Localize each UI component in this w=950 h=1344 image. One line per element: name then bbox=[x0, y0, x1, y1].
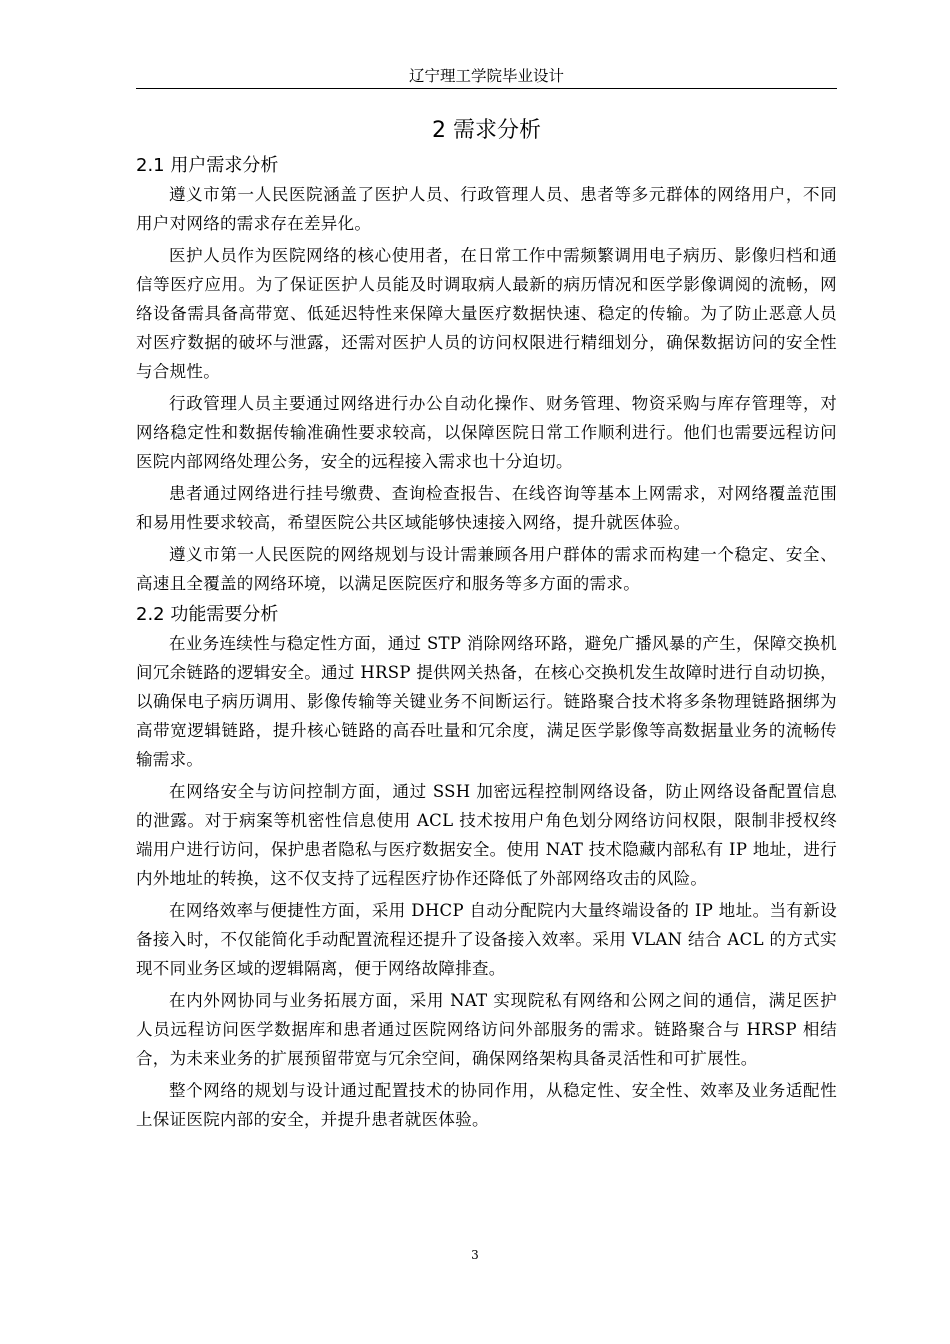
paragraph: 医护人员作为医院网络的核心使用者，在日常工作中需频繁调用电子病历、影像归档和通信等医疗应用。为了保证医护人员能及时调取病人最新的病历情况和医学影像调阅的流畅，网络设备需具备高带宽、低延迟特性来保障大量医疗数据快速、稳定的传输。为了防止恶意人员对医疗数据的破坏与泄露，还需对医护人员的访问权限进行精细划分，确保数据访问的安全性与合规性。 bbox=[136, 246, 837, 381]
section-title: 2.1 用户需求分析 bbox=[136, 155, 279, 176]
chapter-title: 2 需求分析 bbox=[432, 118, 541, 143]
header-title: 辽宁理工学院毕业设计 bbox=[408, 67, 564, 85]
paragraph: 患者通过网络进行挂号缴费、查询检查报告、在线咨询等基本上网需求，对网络覆盖范围和易用性要求较高，希望医院公共区域能够快速接入网络，提升就医体验。 bbox=[136, 484, 837, 532]
paragraph: 在网络效率与便捷性方面，采用 DHCP 自动分配院内大量终端设备的 IP 地址。当有新设备接入时，不仅能简化手动配置流程还提升了设备接入效率。采用 VLAN 结合 ACL 的方式实现不同业务区域的逻辑隔离，便于网络故障排查。 bbox=[136, 901, 837, 978]
paragraph: 在业务连续性与稳定性方面，通过 STP 消除网络环路，避免广播风暴的产生，保障交换机间冗余链路的逻辑安全。通过 HRSP 提供网关热备，在核心交换机发生故障时进行自动切换，以确保电子病历调用、影像传输等关键业务不间断运行。链路聚合技术将多条物理链路捆绑为高带宽逻辑链路，提升核心链路的高吞吐量和冗余度，满足医学影像等高数据量业务的流畅传输需求。 bbox=[136, 634, 837, 769]
paragraph: 在内外网协同与业务拓展方面，采用 NAT 实现院私有网络和公网之间的通信，满足医护人员远程访问医学数据库和患者通过医院网络访问外部服务的需求。链路聚合与 HRSP 相结合，为未来业务的扩展预留带宽与冗余空间，确保网络架构具备灵活性和可扩展性。 bbox=[136, 991, 837, 1068]
paragraph: 在网络安全与访问控制方面，通过 SSH 加密远程控制网络设备，防止网络设备配置信息的泄露。对于病案等机密性信息使用 ACL 技术按用户角色划分网络访问权限，限制非授权终端用户进行访问，保护患者隐私与医疗数据安全。使用 NAT 技术隐藏内部私有 IP 地址，进行内外地址的转换，这不仅支持了远程医疗协作还降低了外部网络攻击的风险。 bbox=[136, 782, 837, 888]
paragraph: 整个网络的规划与设计通过配置技术的协同作用，从稳定性、安全性、效率及业务适配性上保证医院内部的安全，并提升患者就医体验。 bbox=[136, 1081, 837, 1129]
paragraph: 行政管理人员主要通过网络进行办公自动化操作、财务管理、物资采购与库存管理等，对网络稳定性和数据传输准确性要求较高，以保障医院日常工作顺利进行。他们也需要远程访问医院内部网络处理公务，安全的远程接入需求也十分迫切。 bbox=[136, 394, 837, 471]
paragraph: 遵义市第一人民医院涵盖了医护人员、行政管理人员、患者等多元群体的网络用户，不同用户对网络的需求存在差异化。 bbox=[136, 185, 837, 233]
page-content bbox=[136, 112, 837, 1137]
page-header bbox=[136, 64, 837, 89]
section-title: 2.2 功能需要分析 bbox=[136, 604, 279, 625]
page-number: 3 bbox=[471, 1248, 479, 1262]
paragraph: 遵义市第一人民医院的网络规划与设计需兼顾各用户群体的需求而构建一个稳定、安全、高速且全覆盖的网络环境，以满足医院医疗和服务等多方面的需求。 bbox=[136, 545, 837, 593]
